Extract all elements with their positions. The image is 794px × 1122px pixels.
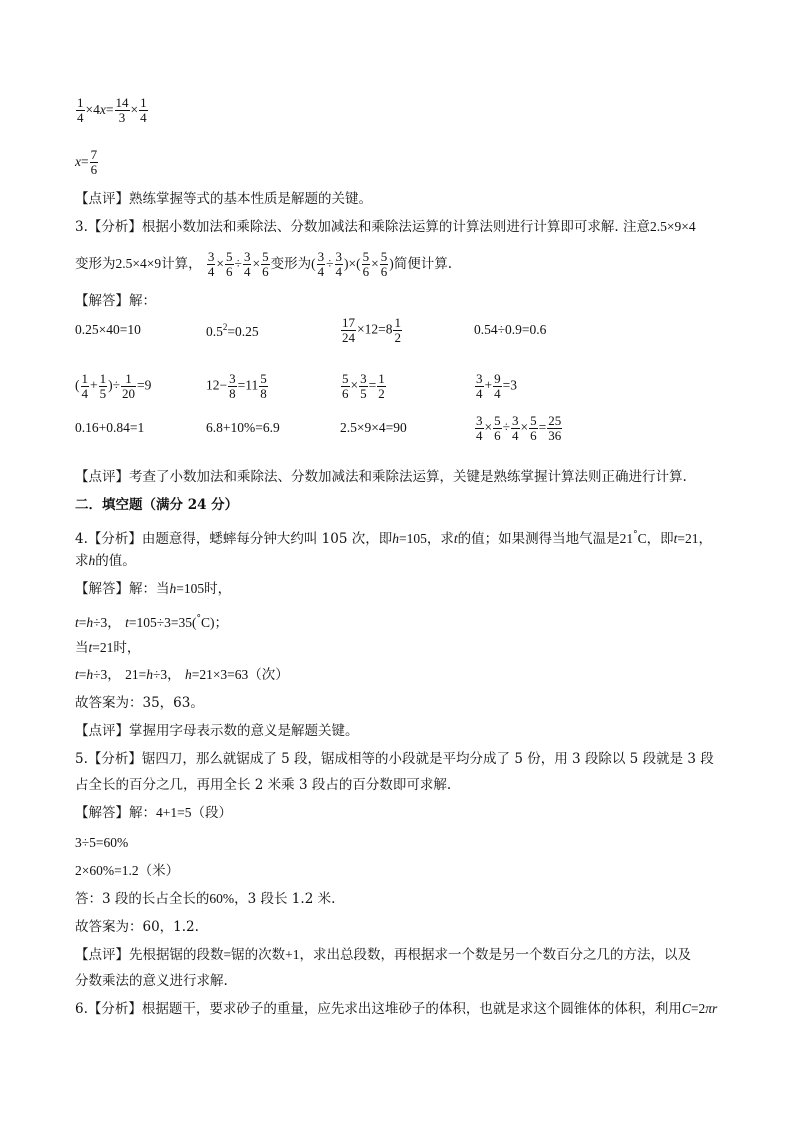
numerator: 7 (90, 147, 98, 162)
fraction (225, 250, 234, 279)
math-text: )÷ (108, 377, 121, 393)
numerator: 1 (140, 95, 147, 110)
math-text: =9 (137, 377, 152, 393)
numerator: 5 (262, 249, 269, 264)
variable: h (146, 667, 153, 682)
math-text: 2×60%=1.2 (75, 863, 139, 878)
text: （米） (138, 863, 180, 879)
denominator: 6 (530, 428, 537, 443)
variable: x (99, 102, 106, 117)
text: ， (698, 531, 713, 547)
math-text: 21= (125, 667, 147, 682)
denominator: 5 (360, 386, 367, 401)
numerator: 3 (229, 371, 236, 386)
q3-analysis-line-1 (75, 218, 696, 236)
answer-cell: 0.25×40=10 (75, 322, 141, 337)
numerator: 1 (81, 371, 88, 386)
denominator: 6 (362, 264, 370, 279)
math-text: =11 (237, 377, 259, 393)
fraction (547, 414, 562, 443)
denominator: 6 (226, 264, 233, 279)
fraction (511, 414, 520, 443)
math-text: ÷ (326, 256, 334, 271)
variable: h (392, 531, 399, 546)
numerator: 3 (512, 413, 519, 428)
q5-analysis-line-1: 5.【分析】锯四刀，那么就锯成了 5 段，锯成相等的小段就是平均分成了 5 份，用 3 段除以 5 段就是 3 段 (75, 751, 714, 767)
math-text: =105 (176, 581, 205, 596)
math-text: +1 (285, 947, 300, 962)
numerator: 3 (317, 249, 325, 264)
fraction (493, 372, 502, 401)
denominator: 6 (494, 428, 501, 443)
q4-answer-line-1 (75, 580, 231, 598)
math-text: + (90, 377, 98, 393)
fraction (261, 250, 270, 279)
math-text: 2.5×9×4 (649, 219, 696, 234)
numerator: 1 (99, 371, 107, 386)
math-text: 12− (206, 377, 228, 393)
denominator: 8 (260, 386, 267, 401)
q5-final: 故答案为：60，1.2. (75, 919, 199, 935)
math-text: 21 (619, 531, 634, 546)
fraction (359, 372, 368, 401)
text: 的值。 (95, 553, 136, 569)
math-text: ) (389, 256, 394, 271)
math-text: = (78, 667, 87, 682)
numerator: 5 (380, 249, 388, 264)
numerator: 9 (494, 371, 501, 386)
denominator: 4 (81, 386, 88, 401)
q5-analysis-line-2: 占全长的百分之几，再用全长 2 米乘 3 段占的百分数即可求解. (75, 777, 452, 793)
variable: x (75, 154, 81, 169)
numerator: 1 (378, 371, 385, 386)
text: 【解答】解：当 (75, 581, 170, 597)
fraction (393, 316, 402, 345)
text: 答：3 段的长占全长的 (75, 891, 210, 907)
text: 变形为 (270, 256, 312, 272)
numerator: 3 (335, 249, 342, 264)
math-text: ×4 (85, 102, 100, 117)
q4-answer-line-3 (75, 639, 140, 657)
math-text: 4+1=5 (156, 805, 192, 820)
text: 变形为 (75, 256, 116, 272)
q4-answer-line-4 (75, 666, 289, 684)
denominator: 4 (335, 264, 342, 279)
answer-cell (474, 372, 517, 401)
denominator: 2 (394, 330, 401, 345)
denominator: 4 (140, 110, 147, 125)
numerator: 17 (342, 315, 355, 330)
numerator: 3 (476, 371, 483, 386)
math-text: ( (311, 256, 316, 271)
numerator: 5 (342, 371, 349, 386)
math-text: =2 (690, 1001, 706, 1016)
text: 4.【分析】由题意得，蟋蟀每分钟大约叫 105 次，即 (75, 531, 393, 547)
math-text: = (81, 154, 89, 169)
math-text: C)； (201, 615, 229, 630)
fraction (99, 372, 108, 401)
fraction (139, 96, 148, 125)
numerator: 5 (362, 249, 370, 264)
fraction (493, 414, 502, 443)
answer-cell: 6.8+10%=6.9 (206, 420, 280, 435)
q4-final: 故答案为：35，63。 (75, 695, 204, 711)
answer-cell (75, 372, 151, 401)
numerator: 14 (115, 95, 129, 110)
denominator: 36 (548, 428, 562, 443)
math-text: 2.5×4×9 (115, 256, 162, 271)
answer-cell: 0.16+0.84=1 (75, 420, 145, 435)
variable: h (86, 615, 94, 630)
math-text: = (105, 102, 114, 117)
denominator: 24 (342, 330, 355, 345)
fraction (259, 372, 268, 401)
answer-cell (206, 322, 259, 340)
answer-cell (474, 414, 563, 443)
fraction (90, 148, 99, 177)
fraction (341, 316, 356, 345)
math-text: =105÷3=35( (128, 615, 197, 630)
numerator: 3 (360, 371, 367, 386)
math-text: =21×3=63 (191, 667, 249, 682)
variable: t (125, 615, 129, 630)
denominator: 6 (380, 264, 388, 279)
math-text: ÷ (502, 419, 511, 435)
variable: h (169, 581, 177, 596)
math-text: =0.25 (227, 324, 259, 339)
numerator: 3 (207, 249, 215, 264)
math-text: × (216, 256, 225, 271)
fraction (475, 414, 484, 443)
variable: C (681, 1001, 691, 1016)
text: 的值；如果测得当地气温是 (457, 531, 620, 547)
fraction (81, 372, 90, 401)
q6-analysis-line-1 (75, 1000, 717, 1018)
denominator: 20 (122, 386, 136, 401)
variable: π (705, 1001, 713, 1016)
q5-reply (75, 890, 335, 908)
denominator: 8 (229, 386, 236, 401)
fraction (475, 372, 484, 401)
math-text: × (252, 256, 261, 271)
comment-q2: 【点评】熟练掌握等式的基本性质是解题的关键。 (75, 191, 372, 207)
denominator: 4 (243, 264, 251, 279)
math-text: ÷3， (93, 615, 121, 630)
math-text: = (223, 947, 232, 962)
denominator: 4 (476, 386, 483, 401)
denominator: 4 (494, 386, 501, 401)
section-heading: 二．填空题（满分 24 分） (75, 497, 239, 513)
denominator: 6 (342, 386, 349, 401)
text: ，求 (426, 531, 454, 547)
math-text: )×( (344, 256, 361, 271)
math-text: ( (75, 377, 80, 393)
math-text: × (350, 377, 359, 393)
denominator: 4 (317, 264, 325, 279)
q4-analysis-line-1 (75, 526, 712, 548)
answer-cell (340, 316, 403, 345)
text: （段） (191, 805, 232, 821)
equation-line-1 (75, 96, 149, 125)
q5-comment-line-2: 分数乘法的意义进行求解. (75, 973, 228, 989)
variable: t (75, 615, 79, 630)
text: 简便计算. (393, 256, 453, 272)
numerator: 5 (260, 371, 267, 386)
denominator: 4 (476, 428, 483, 443)
answer-cell: 0.54÷0.9=0.6 (474, 322, 547, 337)
math-text: = (538, 419, 547, 435)
variable: h (184, 667, 192, 682)
fraction (243, 250, 252, 279)
variable: t (673, 531, 678, 546)
numerator: 5 (226, 249, 233, 264)
variable: h (88, 553, 96, 568)
text: 锯的次数 (231, 947, 286, 963)
math-text: + (484, 377, 493, 393)
fraction (335, 250, 344, 279)
math-text: 60% (209, 891, 235, 906)
math-text: ÷3， (152, 667, 181, 682)
q3-comment: 【点评】考查了小数加法和乘除法、分数加减法和乘除法运算，关键是熟练掌握计算法则正确进行计算. (75, 469, 687, 485)
denominator: 5 (99, 386, 107, 401)
math-text: × (484, 419, 493, 435)
text: ，求出总段数，再根据求一个数是另一个数百分之几的方法，以及 (299, 947, 691, 963)
exponent: 2 (222, 322, 228, 332)
text: 当 (75, 640, 89, 656)
denominator: 4 (77, 110, 84, 125)
fraction (380, 250, 389, 279)
text: 时， (204, 581, 232, 597)
math-text: =3 (502, 377, 517, 393)
fraction (115, 96, 130, 125)
q4-comment: 【点评】掌握用字母表示数的意义是解题关键。 (75, 723, 359, 739)
answer-cell (340, 372, 387, 401)
degree-sign: ° (196, 614, 202, 624)
q3-analysis-line-2 (75, 250, 452, 279)
math-text: × (130, 102, 139, 117)
math-text: ÷3， (93, 667, 121, 682)
denominator: 3 (118, 110, 126, 125)
numerator: 5 (530, 413, 537, 428)
numerator: 1 (77, 95, 84, 110)
fraction (228, 372, 237, 401)
text: 时， (113, 640, 141, 656)
text: 计算， (161, 256, 202, 272)
variable: t (88, 640, 93, 655)
numerator: 25 (548, 413, 562, 428)
text: 求 (75, 553, 89, 569)
text: 【点评】先根据锯的段数 (75, 947, 224, 963)
math-text: =21 (677, 531, 699, 546)
denominator: 4 (512, 428, 519, 443)
math-text: ÷ (234, 256, 242, 271)
degree-sign: ° (633, 530, 638, 540)
fraction (377, 372, 386, 401)
numerator: 1 (394, 315, 401, 330)
math-text: = (78, 615, 87, 630)
math-text: × (371, 256, 379, 271)
variable: r (712, 1001, 718, 1016)
q4-analysis-line-2 (75, 552, 136, 570)
text: ，3 段长 1.2 米. (234, 891, 336, 907)
text: ，即 (646, 531, 674, 547)
q5-comment-line-1 (75, 946, 691, 964)
numerator: 3 (243, 249, 251, 264)
variable: t (75, 667, 79, 682)
denominator: 6 (90, 162, 98, 177)
math-text: C (637, 531, 647, 546)
answer-cell (206, 372, 269, 401)
numerator: 1 (121, 372, 136, 387)
variable: t (453, 531, 458, 546)
math-text: =105 (398, 531, 427, 546)
variable: h (86, 667, 94, 682)
text: 【解答】解： (75, 805, 156, 821)
text: （次） (248, 667, 289, 683)
fraction (341, 372, 350, 401)
fraction (121, 372, 136, 401)
fraction (207, 250, 216, 279)
math-text: × (520, 419, 529, 435)
numerator: 5 (494, 413, 501, 428)
q5-answer-line-1 (75, 804, 232, 822)
denominator: 2 (378, 386, 385, 401)
text: 3.【分析】根据小数加法和乘除法、分数加减法和乘除法运算的计算法则进行计算即可求解. 注意 (75, 219, 650, 235)
answer-cell: 2.5×9×4=90 (340, 420, 407, 435)
math-text: = (368, 377, 377, 393)
denominator: 4 (207, 264, 215, 279)
denominator: 6 (262, 264, 269, 279)
text: 6.【分析】根据题干，要求砂子的重量，应先求出这堆砂子的体积，也就是求这个圆锥体的体积，利用 (75, 1001, 682, 1017)
fraction (529, 414, 538, 443)
q5-answer-line-2: 3÷5=60% (75, 835, 129, 850)
fraction (317, 250, 326, 279)
numerator: 3 (476, 413, 483, 428)
q5-answer-line-3 (75, 862, 179, 880)
math-text: ×12=8 (357, 321, 393, 337)
fraction (362, 250, 371, 279)
q3-answer-label: 【解答】解： (75, 293, 156, 309)
math-text: =21 (92, 640, 114, 655)
fraction (76, 96, 85, 125)
equation-line-2 (75, 148, 99, 177)
math-text: 0.5 (206, 324, 223, 339)
q4-answer-line-2 (75, 610, 228, 632)
